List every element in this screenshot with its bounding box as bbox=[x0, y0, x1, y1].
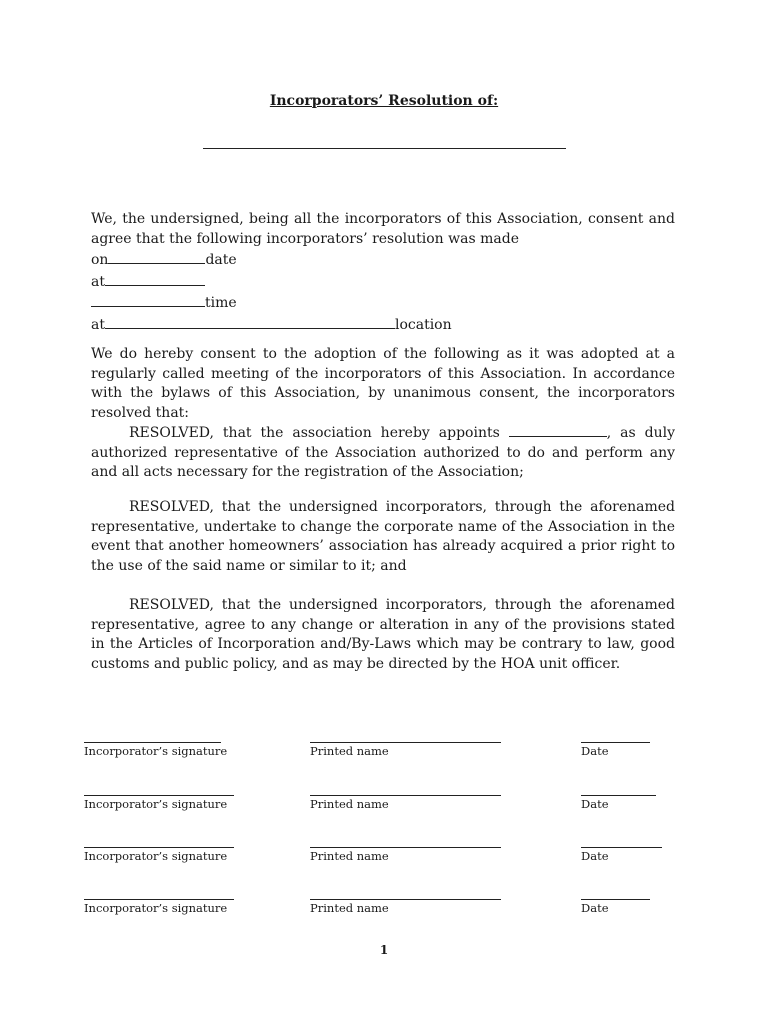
date-label: Date bbox=[581, 797, 609, 811]
date-label: Date bbox=[581, 849, 609, 863]
location-line bbox=[91, 314, 675, 336]
printed-name-label: Printed name bbox=[310, 797, 389, 811]
signature-row bbox=[0, 742, 768, 762]
resolution-appoint-text-end: , as duly authorized representative of the Association authorized to do and perform any and all acts necessary for the registration of the Association; bbox=[91, 425, 676, 480]
date-line bbox=[581, 847, 662, 848]
printed-name-label: Printed name bbox=[310, 849, 389, 863]
signature-row bbox=[0, 795, 768, 815]
association-name-blank bbox=[203, 148, 566, 149]
title-text: Incorporators’ Resolution of: bbox=[269, 93, 499, 109]
signature-line bbox=[84, 742, 221, 743]
date-line bbox=[581, 742, 650, 743]
location-blank bbox=[105, 314, 395, 329]
resolution-appoint-text: RESOLVED, that the association hereby appoints bbox=[129, 425, 509, 441]
consent-paragraph: We do hereby consent to the adoption of the following as it was adopted at a regularly called meeting of the incorporators of this Association. In accordance with the bylaws of this Association, by unanimous consent, the incorporators resolved that: bbox=[91, 346, 675, 421]
date-label: date bbox=[205, 252, 237, 268]
date-blank bbox=[108, 249, 205, 264]
signature-label: Incorporator’s signature bbox=[84, 797, 228, 811]
time-at-line bbox=[91, 271, 675, 293]
signature-line bbox=[84, 847, 234, 848]
location-label: location bbox=[394, 316, 452, 333]
resolution-appoint-paragraph bbox=[91, 422, 675, 483]
signature-label: Incorporator’s signature bbox=[84, 849, 228, 863]
date-label: Date bbox=[581, 744, 609, 758]
time-blank-2 bbox=[91, 292, 205, 307]
date-line bbox=[581, 899, 650, 900]
location-prefix: at bbox=[91, 316, 105, 333]
signature-label: Incorporator’s signature bbox=[84, 744, 228, 758]
page-number: 1 bbox=[379, 943, 389, 957]
signature-row bbox=[0, 847, 768, 867]
resolution-alteration-paragraph: RESOLVED, that the undersigned incorporators, through the aforenamed representative, agree to any change or alteration in any of the provisions stated in the Articles of Incorporation and/By-Laws which may be contrary to law, good customs and public policy, and as may be directed by the HOA unit officer. bbox=[91, 597, 675, 672]
signature-line bbox=[84, 899, 234, 900]
date-line bbox=[91, 249, 675, 271]
printed-name-label: Printed name bbox=[310, 901, 389, 915]
printed-name-line bbox=[310, 847, 501, 848]
printed-name-label: Printed name bbox=[310, 744, 389, 758]
document-title bbox=[0, 93, 768, 109]
time-blank-1 bbox=[105, 271, 205, 286]
intro-sentence: We, the undersigned, being all the incorporators of this Association, consent and agree that the following incorporators’ resolution was made bbox=[91, 211, 675, 247]
intro-block bbox=[91, 210, 675, 335]
signature-row bbox=[0, 899, 768, 919]
printed-name-line bbox=[310, 899, 501, 900]
at-prefix: at bbox=[91, 273, 105, 290]
date-label: Date bbox=[581, 901, 609, 915]
printed-name-line bbox=[310, 742, 501, 743]
signature-label: Incorporator’s signature bbox=[84, 901, 228, 915]
time-line bbox=[91, 292, 675, 314]
printed-name-line bbox=[310, 795, 501, 796]
representative-blank bbox=[509, 422, 607, 437]
signature-line bbox=[84, 795, 234, 796]
date-line bbox=[581, 795, 656, 796]
resolution-name-change-paragraph: RESOLVED, that the undersigned incorporators, through the aforenamed representative, undertake to change the corporate name of the Association in the event that another homeowners’ association has already acquired a prior right to the use of the said name or similar to it; and bbox=[91, 499, 675, 574]
time-label: time bbox=[205, 295, 237, 311]
on-prefix: on bbox=[91, 252, 109, 268]
